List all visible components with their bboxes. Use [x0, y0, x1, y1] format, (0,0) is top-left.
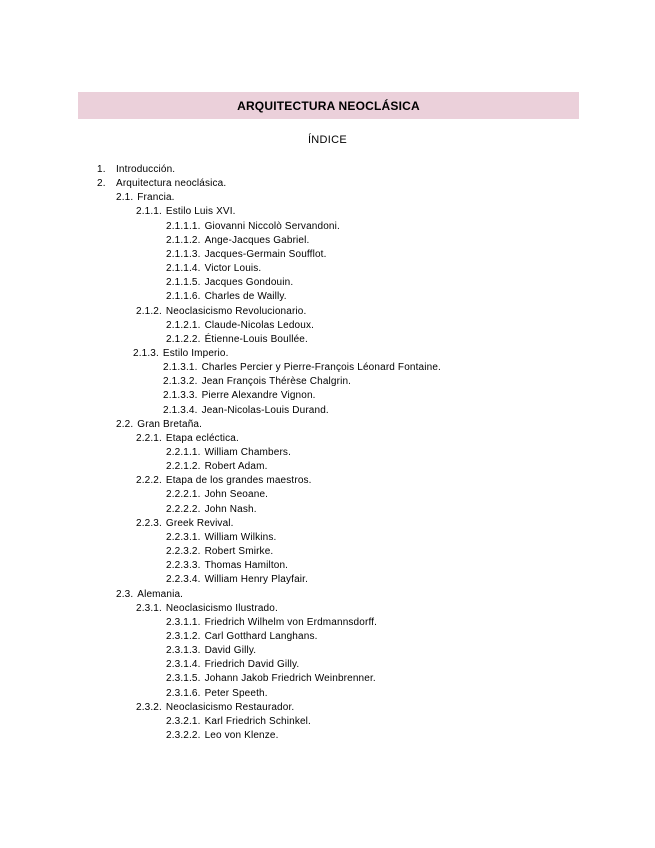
toc-entry-label: Claude-Nicolas Ledoux.: [204, 319, 315, 331]
toc-entry-number: 2.2.1.1.: [166, 447, 201, 458]
toc-entry-label: Pierre Alexandre Vignon.: [201, 390, 316, 402]
toc-entry-label: Robert Adam.: [204, 461, 268, 473]
toc-entry-number: 2.1.1.: [136, 206, 162, 218]
toc-entry-number: 2.1.1.1.: [166, 220, 201, 232]
toc-entry-number: 2.1.1.5.: [166, 277, 201, 289]
toc-entry: [166, 446, 291, 460]
toc-entry-number: 2.1.1.6.: [166, 291, 201, 303]
toc-entry-label: Jean-Nicolas-Louis Durand.: [201, 404, 329, 416]
toc-entry-label: Leo von Klenze.: [204, 730, 279, 741]
toc-entry-label: Arquitectura neoclásica.: [116, 178, 227, 190]
title-banner: [78, 92, 579, 119]
toc-entry-number: 2.2.2.2.: [166, 503, 201, 515]
toc-entry-label: Robert Smirke.: [204, 546, 274, 558]
toc-entry-number: 2.1.3.2.: [163, 376, 198, 388]
toc-entry-number: 2.2.3.1.: [166, 531, 201, 543]
toc-entry: [166, 729, 279, 743]
toc-entry: [163, 361, 441, 375]
toc-entry: [163, 404, 329, 418]
toc-entry: [133, 347, 229, 361]
toc-entry: [136, 474, 312, 488]
toc-entry-label: Jean François Thérèse Chalgrin.: [201, 376, 352, 388]
toc-entry-label: Karl Friedrich Schinkel.: [204, 715, 311, 727]
toc-entry: [116, 418, 202, 432]
toc-entry-number: 2.1.1.3.: [166, 248, 201, 260]
toc-entry: [136, 205, 236, 219]
toc-entry-label: Giovanni Niccolò Servandoni.: [204, 220, 340, 232]
toc-entry-number: 2.1.3.: [133, 347, 159, 359]
toc-entry-label: John Nash.: [204, 503, 257, 515]
toc-entry-number: 2.1.2.1.: [166, 319, 201, 331]
toc-entry-label: Neoclasicismo Revolucionario.: [165, 305, 307, 317]
toc-entry-label: Charles de Wailly.: [204, 291, 287, 303]
toc-entry: [166, 559, 288, 573]
toc-entry: [166, 715, 311, 729]
toc-entry-label: Etapa ecléctica.: [165, 432, 239, 444]
toc-entry-number: 2.2.3.2.: [166, 546, 201, 558]
toc-entry-label: William Chambers.: [204, 447, 292, 458]
toc-entry-label: Thomas Hamilton.: [204, 560, 289, 572]
toc-entry: [97, 177, 226, 191]
toc-entry-number: 2.1.: [116, 192, 134, 204]
toc-entry-number: 2.2.1.: [136, 432, 162, 444]
toc-entry-number: 2.2.3.3.: [166, 560, 201, 572]
toc-entry-label: Ange-Jacques Gabriel.: [204, 234, 310, 246]
toc-entry-number: 1.: [97, 164, 106, 175]
toc-entry-label: Friedrich Wilhelm von Erdmannsdorff.: [204, 616, 378, 628]
document-title: ARQUITECTURA NEOCLÁSICA: [237, 98, 420, 113]
toc-entry-number: 2.: [97, 178, 106, 190]
toc-entry-number: 2.3.1.4.: [166, 659, 201, 671]
toc-entry: [166, 573, 308, 587]
toc-entry-label: William Wilkins.: [204, 531, 277, 543]
toc-entry-label: Estilo Luis XVI.: [165, 206, 236, 218]
toc-entry-number: 2.1.1.2.: [166, 234, 201, 246]
toc-entry-number: 2.3.1.6.: [166, 687, 201, 699]
toc-entry-number: 2.3.1.3.: [166, 645, 201, 657]
toc-entry-number: 2.1.1.4.: [166, 263, 201, 275]
toc-entry-number: 2.2.3.4.: [166, 574, 201, 586]
toc-entry-label: Estilo Imperio.: [162, 347, 229, 359]
toc-entry-number: 2.3.1.: [136, 602, 162, 614]
toc-entry-label: Alemania.: [137, 588, 184, 600]
toc-entry-number: 2.3.1.1.: [166, 616, 201, 628]
toc-entry-label: Francia.: [137, 192, 175, 204]
toc-entry: [166, 644, 256, 658]
toc-entry-label: Johann Jakob Friedrich Weinbrenner.: [204, 673, 376, 685]
toc-entry-label: William Henry Playfair.: [204, 574, 309, 586]
toc-entry-label: Greek Revival.: [165, 517, 234, 529]
toc-entry: [166, 545, 273, 559]
toc-entry-label: Carl Gotthard Langhans.: [204, 630, 318, 642]
toc-entry-label: Victor Louis.: [204, 263, 262, 275]
toc-entry-number: 2.3.2.1.: [166, 715, 201, 727]
toc-entry: [163, 375, 351, 389]
toc-entry-number: 2.3.: [116, 588, 134, 600]
toc-entry-label: Gran Bretaña.: [137, 418, 203, 430]
toc-entry-number: 2.2.2.1.: [166, 489, 201, 501]
toc-entry-number: 2.1.3.3.: [163, 390, 198, 402]
toc-entry-number: 2.3.2.: [136, 701, 162, 713]
toc-entry-number: 2.2.2.: [136, 475, 162, 487]
toc-entry-label: Charles Percier y Pierre-François Léonard Fontaine.: [201, 362, 441, 374]
toc-entry-number: 2.1.2.2.: [166, 333, 201, 345]
toc-entry-label: Introducción.: [116, 164, 176, 175]
toc-entry-label: Neoclasicismo Ilustrado.: [165, 602, 278, 614]
toc-entry: [166, 248, 327, 262]
toc-entry: [166, 220, 340, 234]
toc-entry-number: 2.3.1.5.: [166, 673, 201, 685]
toc-entry: [166, 234, 309, 248]
toc-entry-label: Neoclasicismo Restaurador.: [165, 701, 295, 713]
toc-entry-number: 2.2.1.2.: [166, 461, 201, 473]
toc-entry-number: 2.3.1.2.: [166, 630, 201, 642]
toc-entry-label: Peter Speeth.: [204, 687, 268, 699]
toc-entry: [166, 333, 308, 347]
toc-entry-number: 2.1.3.4.: [163, 404, 198, 416]
toc-entry-label: Jacques-Germain Soufflot.: [204, 248, 327, 260]
toc-entry: [116, 191, 175, 205]
toc-entry: [166, 658, 299, 672]
toc-entry: [166, 488, 268, 502]
toc-entry: [136, 602, 278, 616]
toc-entry: [166, 630, 318, 644]
toc-entry: [166, 262, 261, 276]
toc-entry: [166, 672, 376, 686]
toc-entry: [166, 687, 268, 701]
toc-entry: [166, 460, 268, 474]
index-heading: ÍNDICE: [307, 134, 348, 146]
toc-entry-number: 2.3.2.2.: [166, 730, 201, 741]
toc-entry-label: Friedrich David Gilly.: [204, 659, 300, 671]
toc-entry-number: 2.1.3.1.: [163, 362, 198, 374]
toc-entry: [166, 616, 377, 630]
toc-entry-number: 2.1.2.: [136, 305, 162, 317]
toc-entry-label: John Seoane.: [204, 489, 269, 501]
toc-entry: [97, 163, 175, 177]
toc-entry: [136, 305, 306, 319]
toc-entry: [166, 276, 293, 290]
toc-entry: [116, 588, 183, 602]
toc-entry: [136, 517, 234, 531]
toc-entry-label: David Gilly.: [204, 645, 257, 657]
toc-entry-number: 2.2.: [116, 418, 134, 430]
toc-entry-label: Étienne-Louis Boullée.: [204, 333, 308, 345]
toc-entry-label: Jacques Gondouin.: [204, 277, 294, 289]
toc-entry: [136, 701, 294, 715]
toc-entry-label: Etapa de los grandes maestros.: [165, 475, 312, 487]
toc-entry: [166, 290, 287, 304]
toc-entry: [163, 389, 316, 403]
toc-entry: [166, 319, 314, 333]
toc-entry: [136, 432, 239, 446]
toc-entry: [166, 503, 257, 517]
toc-entry-number: 2.2.3.: [136, 517, 162, 529]
toc-entry: [166, 531, 276, 545]
